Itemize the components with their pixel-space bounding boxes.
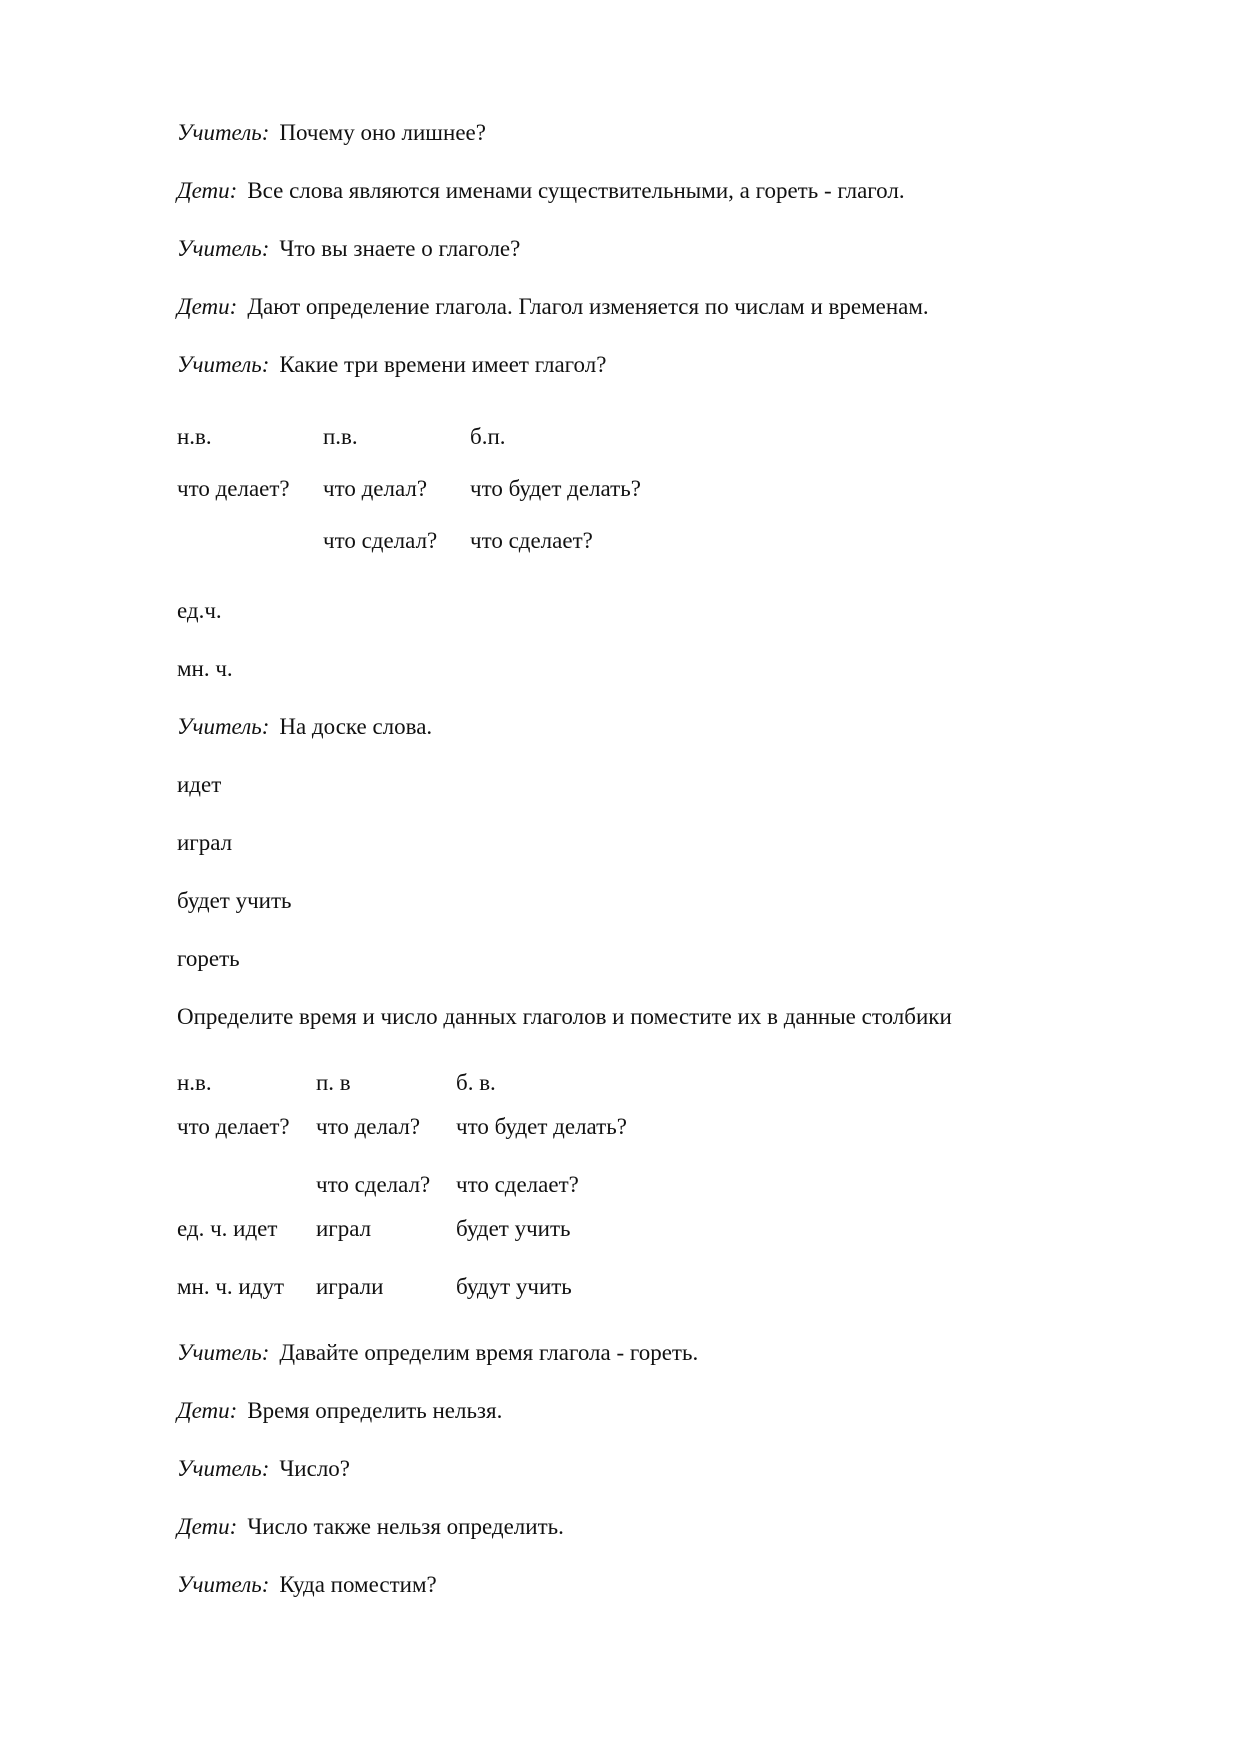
dialogue-line bbox=[177, 1515, 564, 1538]
table-cell: что будет делать? bbox=[470, 476, 641, 501]
table-header: б. в. bbox=[456, 1070, 496, 1095]
table-header: н.в. bbox=[177, 424, 212, 449]
dialogue-text: Куда поместим? bbox=[279, 1572, 437, 1597]
speaker-label: Учитель: bbox=[177, 120, 270, 145]
number-label: мн. ч. bbox=[177, 656, 233, 681]
table-cell: играл bbox=[316, 1216, 372, 1241]
table-cell: будут учить bbox=[456, 1274, 572, 1299]
dialogue-text: Время определить нельзя. bbox=[247, 1398, 503, 1423]
table-header: п. в bbox=[316, 1070, 351, 1095]
board-word: будет учить bbox=[177, 888, 292, 913]
table-cell: что делал? bbox=[316, 1114, 421, 1139]
table-cell: будет учить bbox=[456, 1216, 571, 1241]
dialogue-line bbox=[177, 1457, 350, 1480]
table-cell: что сделал? bbox=[323, 528, 438, 553]
dialogue-line bbox=[177, 1341, 698, 1364]
speaker-label: Учитель: bbox=[177, 236, 270, 261]
speaker-label: Дети: bbox=[177, 178, 238, 203]
table-cell: что сделает? bbox=[470, 528, 593, 553]
speaker-label: Учитель: bbox=[177, 714, 270, 739]
dialogue-text: Давайте определим время глагола - гореть. bbox=[279, 1340, 699, 1365]
table-cell: ед. ч. идет bbox=[177, 1216, 278, 1241]
number-label: ед.ч. bbox=[177, 598, 222, 623]
speaker-label: Учитель: bbox=[177, 352, 270, 377]
table-cell: что делает? bbox=[177, 1114, 290, 1139]
dialogue-text: Почему оно лишнее? bbox=[279, 120, 486, 145]
board-word: гореть bbox=[177, 946, 240, 971]
table-cell: что делает? bbox=[177, 476, 290, 501]
dialogue-line bbox=[177, 121, 486, 144]
dialogue-text: Что вы знаете о глаголе? bbox=[279, 236, 521, 261]
dialogue-text: Число также нельзя определить. bbox=[247, 1514, 564, 1539]
board-word: идет bbox=[177, 772, 222, 797]
speaker-label: Дети: bbox=[177, 1514, 238, 1539]
speaker-label: Учитель: bbox=[177, 1456, 270, 1481]
speaker-label: Дети: bbox=[177, 294, 238, 319]
dialogue-text: Дают определение глагола. Глагол изменяется по числам и временам. bbox=[247, 294, 929, 319]
table-cell: мн. ч. идут bbox=[177, 1274, 284, 1299]
speaker-label: Учитель: bbox=[177, 1340, 270, 1365]
dialogue-line bbox=[177, 1399, 502, 1422]
board-word: играл bbox=[177, 830, 233, 855]
dialogue-text: Все слова являются именами существительными, а гореть - глагол. bbox=[247, 178, 905, 203]
speaker-label: Учитель: bbox=[177, 1572, 270, 1597]
table-cell: что будет делать? bbox=[456, 1114, 627, 1139]
dialogue-text: На доске слова. bbox=[279, 714, 433, 739]
dialogue-text: Какие три времени имеет глагол? bbox=[279, 352, 607, 377]
task-text: Определите время и число данных глаголов и поместите их в данные столбики bbox=[177, 1004, 952, 1029]
table-header: п.в. bbox=[323, 424, 358, 449]
table-cell: что сделал? bbox=[316, 1172, 431, 1197]
table-cell: что делал? bbox=[323, 476, 428, 501]
dialogue-line bbox=[177, 237, 520, 260]
dialogue-line bbox=[177, 353, 606, 376]
dialogue-line bbox=[177, 179, 905, 202]
dialogue-line bbox=[177, 715, 432, 738]
table-header: б.п. bbox=[470, 424, 506, 449]
dialogue-line bbox=[177, 1573, 437, 1596]
dialogue-line bbox=[177, 295, 929, 318]
table-cell: что сделает? bbox=[456, 1172, 579, 1197]
table-header: н.в. bbox=[177, 1070, 212, 1095]
table-cell: играли bbox=[316, 1274, 384, 1299]
speaker-label: Дети: bbox=[177, 1398, 238, 1423]
dialogue-text: Число? bbox=[279, 1456, 351, 1481]
